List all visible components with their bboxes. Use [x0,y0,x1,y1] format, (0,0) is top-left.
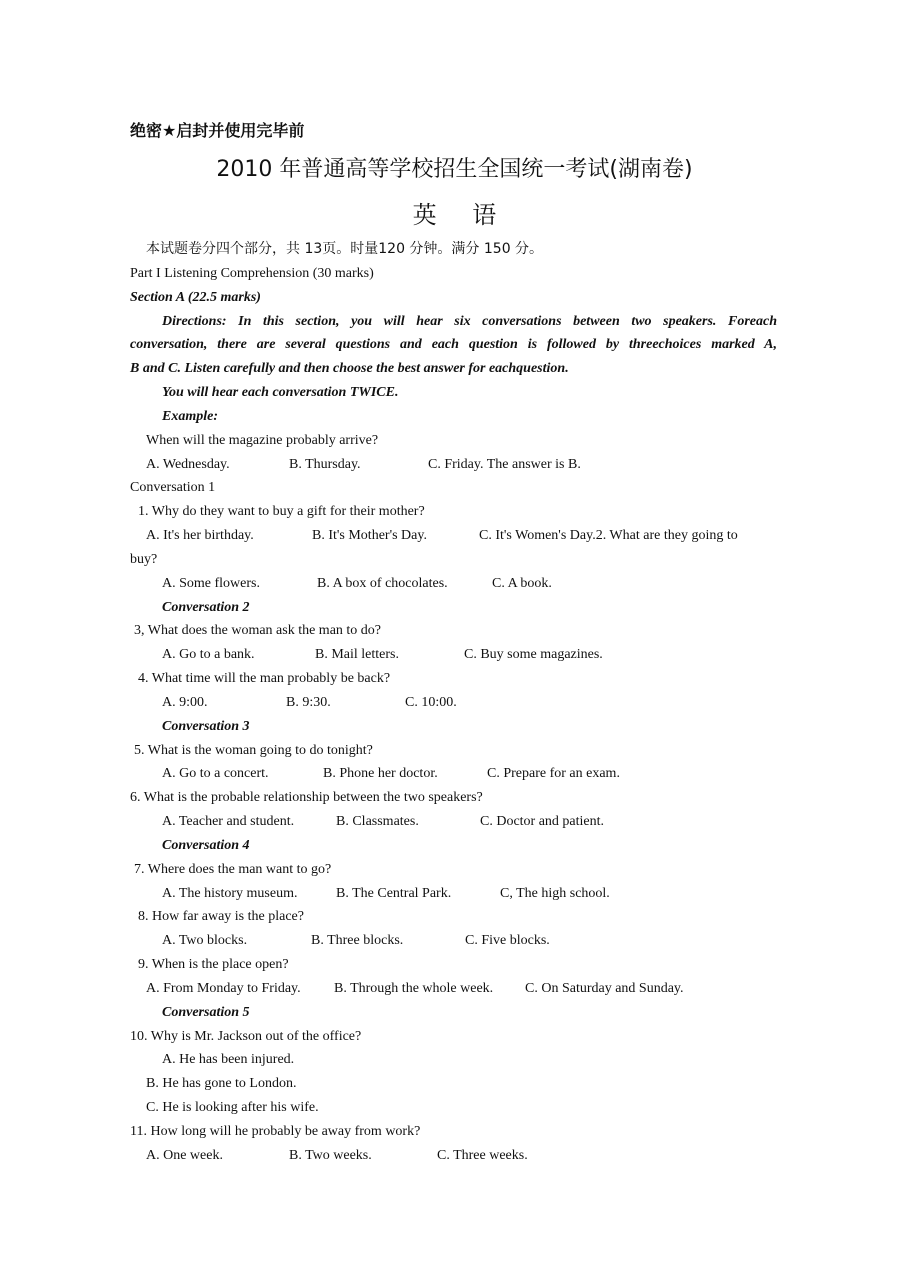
option: C. On Saturday and Sunday. [525,981,684,996]
question: 9. When is the place open? [138,957,289,972]
directions-line: B and C. Listen carefully and then choose the best answer for eachquestion. [130,361,569,376]
option: A. Teacher and student. [162,814,295,829]
option: A. Go to a bank. [162,647,255,662]
question-continuation: buy? [130,552,158,567]
option: C. Five blocks. [465,933,550,948]
option: B. Mail letters. [315,647,399,662]
option: A. Go to a concert. [162,766,269,781]
question: 11. How long will he probably be away from work? [130,1124,421,1139]
example-option: A. Wednesday. [146,457,230,472]
twice-note: You will hear each conversation TWICE. [162,385,399,400]
part-heading: Part I Listening Comprehension (30 marks) [130,266,374,281]
option: B. Three blocks. [311,933,404,948]
subject-title: 英 语 [412,201,511,229]
question: 1. Why do they want to buy a gift for their mother? [138,504,425,519]
option: B. Through the whole week. [334,981,494,996]
option: C. It's Women's Day.2. What are they going to [479,528,738,543]
option: B. A box of chocolates. [317,576,448,591]
question: 8. How far away is the place? [138,909,304,924]
option: A. 9:00. [162,695,208,710]
conversation-label: Conversation 3 [162,719,250,734]
example-question: When will the magazine probably arrive? [146,433,379,448]
section-heading: Section A (22.5 marks) [130,290,261,305]
option: A. Two blocks. [162,933,248,948]
option: B. He has gone to London. [146,1076,297,1091]
conversation-label: Conversation 5 [162,1005,250,1020]
question: 5. What is the woman going to do tonight? [134,743,373,758]
exam-intro: 本试题卷分四个部分，共 13页。时量120 分钟。满分 150 分。 [146,241,544,257]
example-option: B. Thursday. [289,457,361,472]
directions-line: conversation, there are several questions and each question is followed by threechoices marked A, [130,337,777,352]
option: C. Buy some magazines. [464,647,603,662]
option: C. 10:00. [405,695,457,710]
example-option: C. Friday. The answer is B. [428,457,581,472]
question: 7. Where does the man want to go? [134,862,332,877]
option: B. Phone her doctor. [323,766,438,781]
question: 4. What time will the man probably be back? [138,671,391,686]
option: C. A book. [492,576,552,591]
question: 3, What does the woman ask the man to do? [134,623,382,638]
confidential-note: 绝密★启封并使用完毕前 [130,121,305,140]
exam-title: 2010 年普通高等学校招生全国统一考试(湖南卷) [216,157,693,182]
question: 6. What is the probable relationship between the two speakers? [130,790,483,805]
option: A. He has been injured. [162,1052,295,1067]
option: C. Doctor and patient. [480,814,605,829]
option: B. It's Mother's Day. [312,528,427,543]
option: B. The Central Park. [336,886,452,901]
option: C. Prepare for an exam. [487,766,620,781]
option: C. Three weeks. [437,1148,528,1163]
conversation-label: Conversation 1 [130,480,216,495]
option: A. It's her birthday. [146,528,254,543]
conversation-label: Conversation 2 [162,600,250,615]
example-label: Example: [162,409,218,424]
option: A. The history museum. [162,886,298,901]
option: A. One week. [146,1148,223,1163]
option: B. Classmates. [336,814,419,829]
option: B. Two weeks. [289,1148,372,1163]
question: 10. Why is Mr. Jackson out of the office? [130,1029,362,1044]
option: C. He is looking after his wife. [146,1100,319,1115]
directions-line: Directions: In this section, you will hear six conversations between two speakers. Foreach [162,314,777,329]
option: A. Some flowers. [162,576,260,591]
option: A. From Monday to Friday. [146,981,301,996]
option: C, The high school. [500,886,610,901]
conversation-label: Conversation 4 [162,838,250,853]
option: B. 9:30. [286,695,331,710]
